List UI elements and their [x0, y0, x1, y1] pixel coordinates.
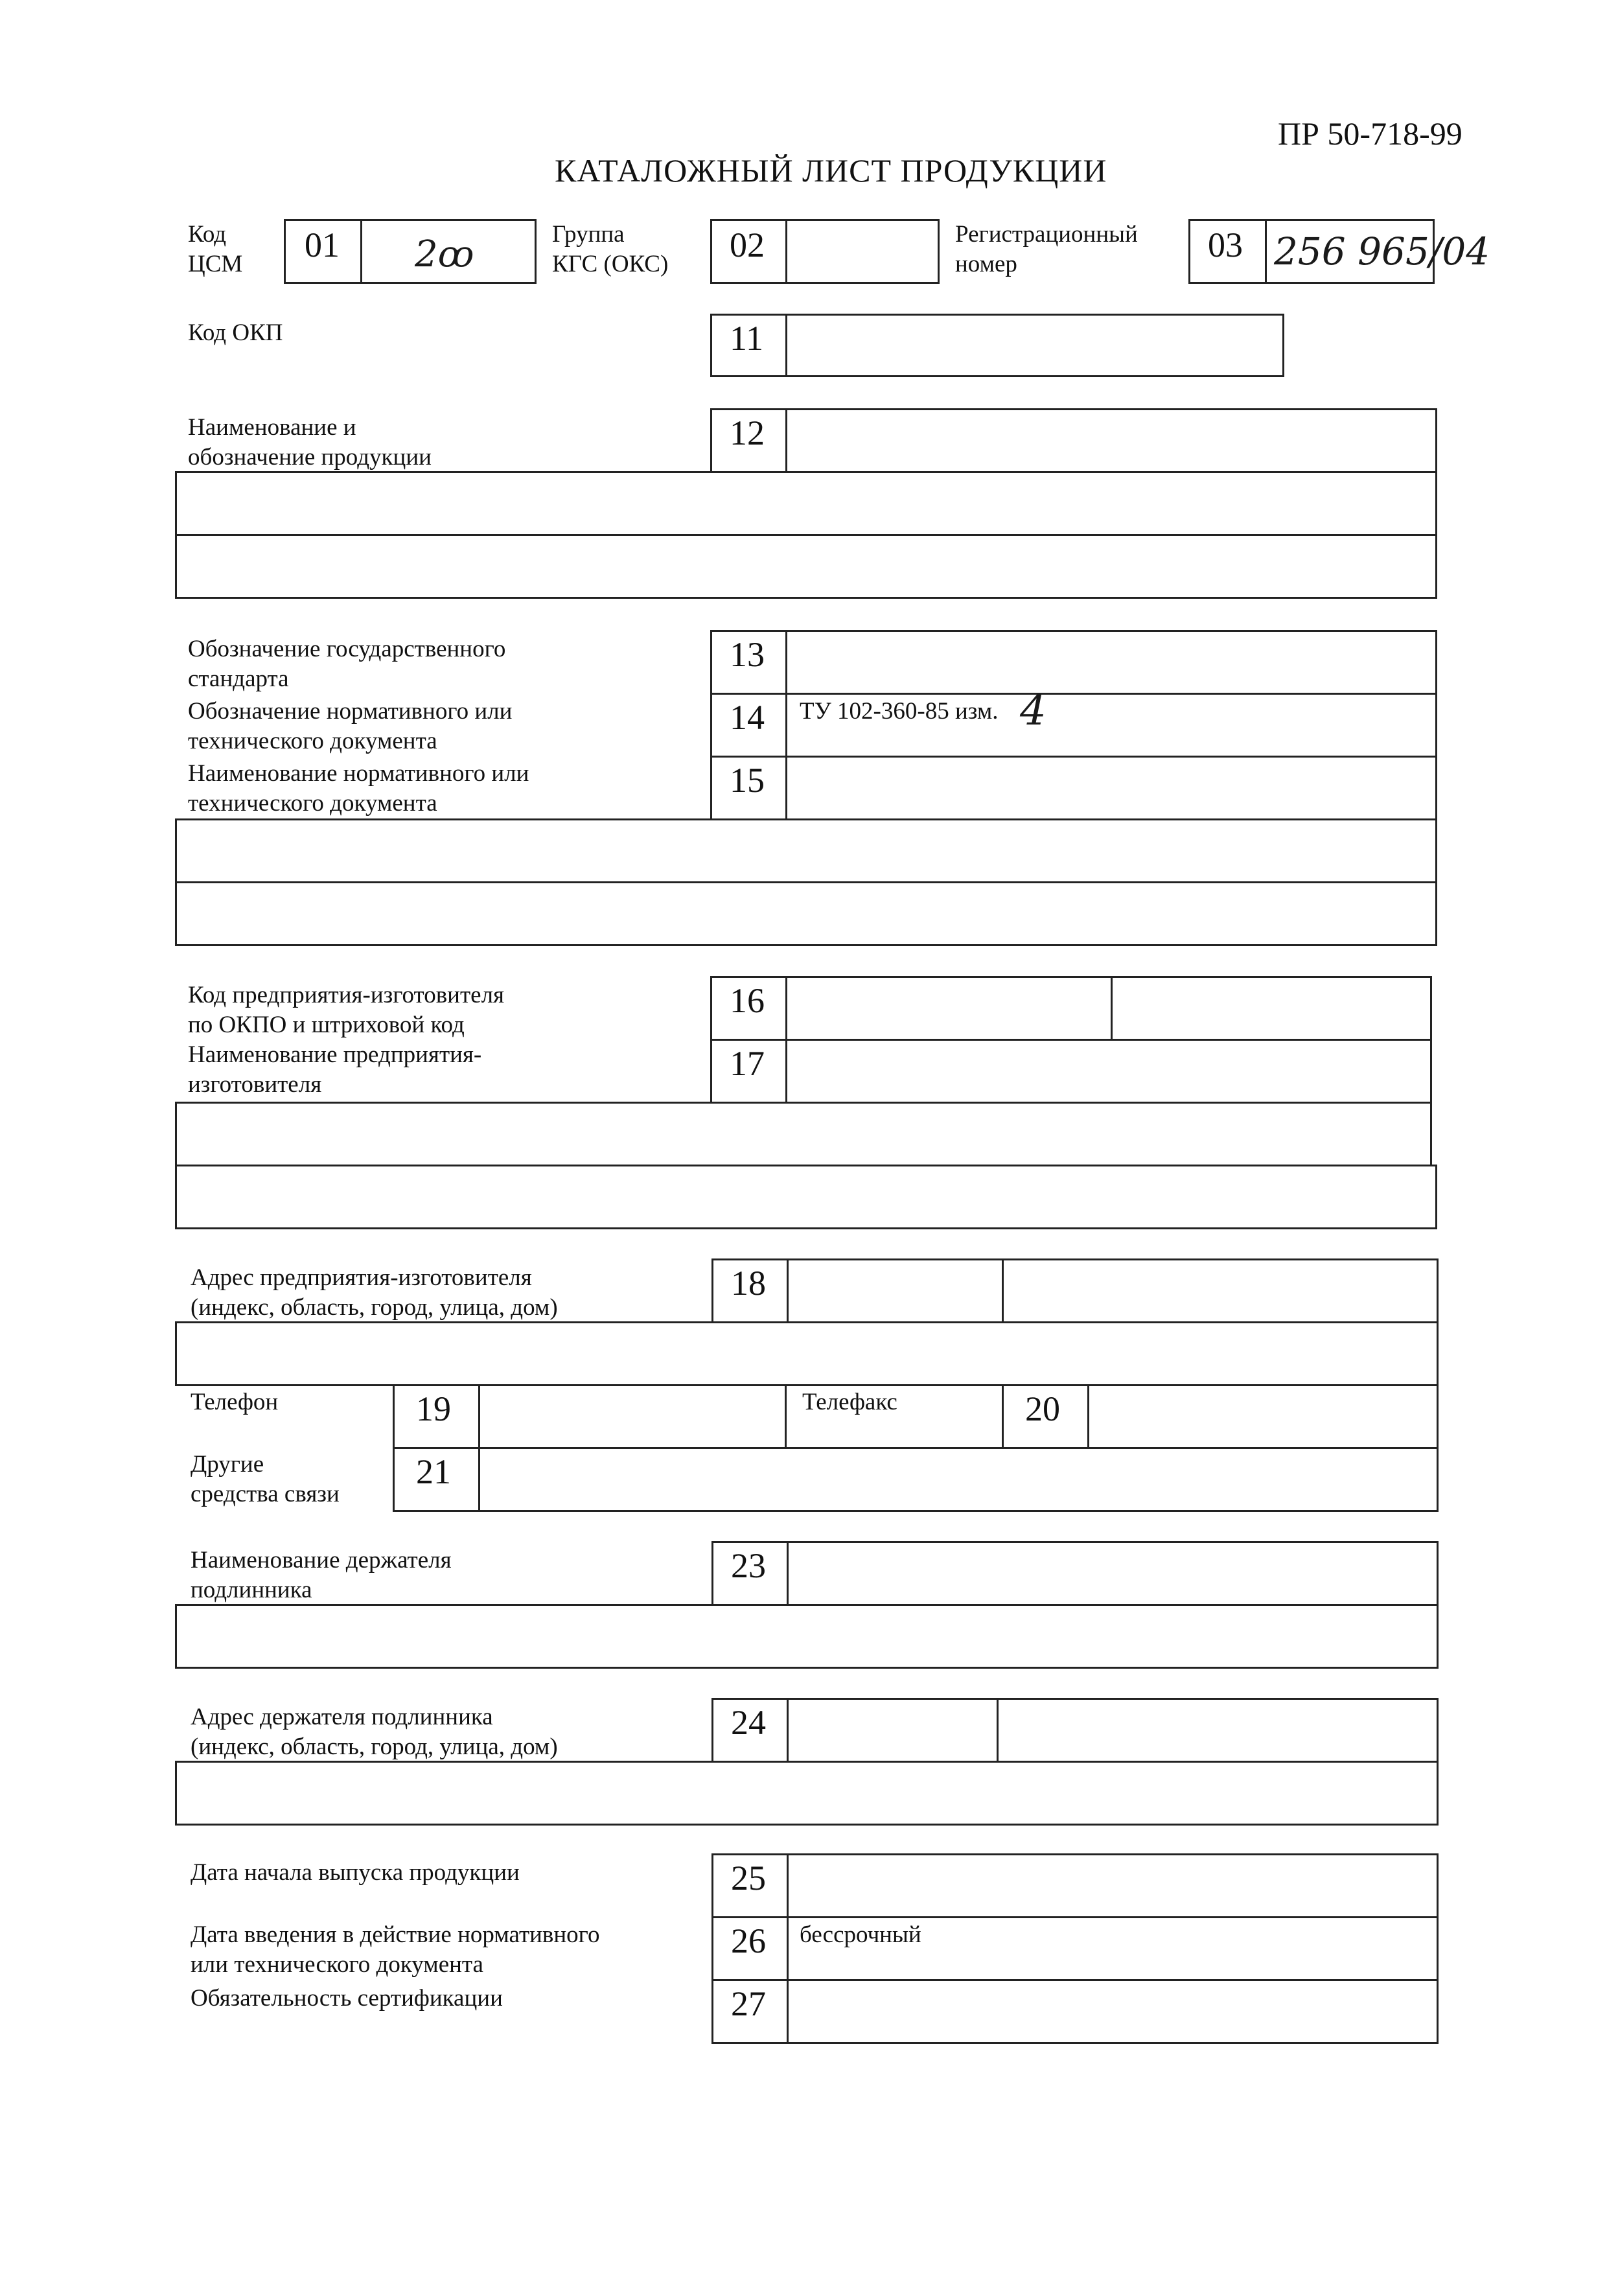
field-18-number: 18 [731, 1264, 766, 1303]
field-12-number: 12 [730, 413, 765, 452]
production-start-label: Дата начала выпуска продукции [191, 1859, 520, 1886]
manufacturer-code-label-2: по ОКПО и штриховой код [188, 1012, 465, 1038]
holder-name-label-2: подлинника [191, 1577, 312, 1603]
field-17-line-2[interactable] [175, 1102, 1432, 1166]
product-name-label-2: обозначение продукции [188, 444, 432, 470]
field-01-number: 01 [305, 226, 340, 264]
field-12-line-3[interactable] [175, 534, 1437, 599]
fax-label: Телефакс [802, 1389, 897, 1415]
field-18-line-2[interactable] [175, 1321, 1439, 1386]
norm-doc-designation-label-2: технического документа [188, 728, 437, 754]
csm-label-1: Код [188, 221, 227, 248]
field-15-line-3[interactable] [175, 881, 1437, 946]
other-comms-label-2: средства связи [191, 1481, 340, 1507]
field-16-number: 16 [730, 981, 765, 1020]
norm-doc-designation-label-1: Обозначение нормативного или [188, 698, 513, 725]
field-12-line-2[interactable] [175, 471, 1437, 536]
norm-doc-name-label-1: Наименование нормативного или [188, 760, 529, 787]
doc-effective-date-label-1: Дата введения в действие нормативного [191, 1921, 600, 1948]
field-03-number: 03 [1208, 226, 1243, 264]
manufacturer-name-label-2: изготовителя [188, 1071, 322, 1098]
field-26-number: 26 [731, 1921, 766, 1960]
field-17-line-3[interactable] [175, 1165, 1437, 1229]
holder-address-label-2: (индекс, область, город, улица, дом) [191, 1734, 558, 1760]
field-17-box[interactable] [710, 1039, 1432, 1104]
certification-label: Обязательность сертификации [191, 1985, 503, 2012]
field-24-line-2[interactable] [175, 1761, 1439, 1826]
field-12-box[interactable] [710, 408, 1437, 473]
field-13-box[interactable] [710, 630, 1437, 695]
field-23-box[interactable] [711, 1541, 1439, 1606]
group-label-2: КГС (ОКС) [552, 251, 669, 277]
okp-label: Код ОКП [188, 319, 283, 346]
field-19-box[interactable] [393, 1384, 787, 1449]
product-name-label-1: Наименование и [188, 414, 356, 441]
holder-address-label-1: Адрес держателя подлинника [191, 1704, 493, 1730]
reg-label-1: Регистрационный [955, 221, 1138, 248]
field-23-line-2[interactable] [175, 1604, 1439, 1669]
state-standard-label-1: Обозначение государственного [188, 636, 506, 662]
other-comms-label-1: Другие [191, 1451, 264, 1478]
field-13-number: 13 [730, 635, 765, 674]
manufacturer-name-label-1: Наименование предприятия- [188, 1041, 482, 1068]
field-19-number: 19 [416, 1389, 451, 1428]
field-01-value[interactable]: 2ꝏ [415, 233, 474, 275]
field-16-box[interactable] [710, 976, 1432, 1041]
field-27-box[interactable] [711, 1979, 1439, 2044]
field-23-number: 23 [731, 1546, 766, 1585]
field-14-number: 14 [730, 698, 765, 737]
field-25-number: 25 [731, 1859, 766, 1897]
field-26-value[interactable]: бессрочный [800, 1921, 921, 1948]
field-24-number: 24 [731, 1703, 766, 1742]
field-15-line-2[interactable] [175, 818, 1437, 883]
field-20-box[interactable] [1002, 1384, 1439, 1449]
manufacturer-address-label-2: (индекс, область, город, улица, дом) [191, 1294, 558, 1321]
field-11-number: 11 [730, 319, 763, 358]
field-14-value[interactable]: ТУ 102-360-85 изм. [800, 698, 999, 725]
field-21-number: 21 [416, 1452, 451, 1491]
field-14-handwritten-change: 4 [1020, 687, 1046, 735]
csm-label-2: ЦСМ [188, 251, 243, 277]
reg-label-2: номер [955, 251, 1017, 277]
manufacturer-code-label-1: Код предприятия-изготовителя [188, 982, 505, 1008]
field-27-number: 27 [731, 1984, 766, 2023]
state-standard-label-2: стандарта [188, 666, 289, 692]
field-02-number: 02 [730, 226, 765, 264]
field-18-box[interactable] [711, 1258, 1439, 1323]
field-25-box[interactable] [711, 1853, 1439, 1918]
field-03-value[interactable]: 256 965/04 [1274, 229, 1490, 273]
page-title: КАТАЛОЖНЫЙ ЛИСТ ПРОДУКЦИИ [555, 152, 1107, 189]
norm-doc-name-label-2: технического документа [188, 790, 437, 817]
field-17-number: 17 [730, 1044, 765, 1083]
field-20-number: 20 [1025, 1389, 1060, 1428]
field-24-box[interactable] [711, 1698, 1439, 1763]
document-code: ПР 50-718-99 [1278, 115, 1462, 152]
field-15-number: 15 [730, 761, 765, 800]
group-label-1: Группа [552, 221, 625, 248]
field-11-box[interactable] [710, 314, 1284, 377]
holder-name-label-1: Наименование держателя [191, 1547, 452, 1573]
doc-effective-date-label-2: или технического документа [191, 1951, 483, 1978]
manufacturer-address-label-1: Адрес предприятия-изготовителя [191, 1264, 532, 1291]
field-21-box[interactable] [393, 1447, 1439, 1512]
phone-label: Телефон [191, 1389, 279, 1415]
field-15-box[interactable] [710, 756, 1437, 820]
